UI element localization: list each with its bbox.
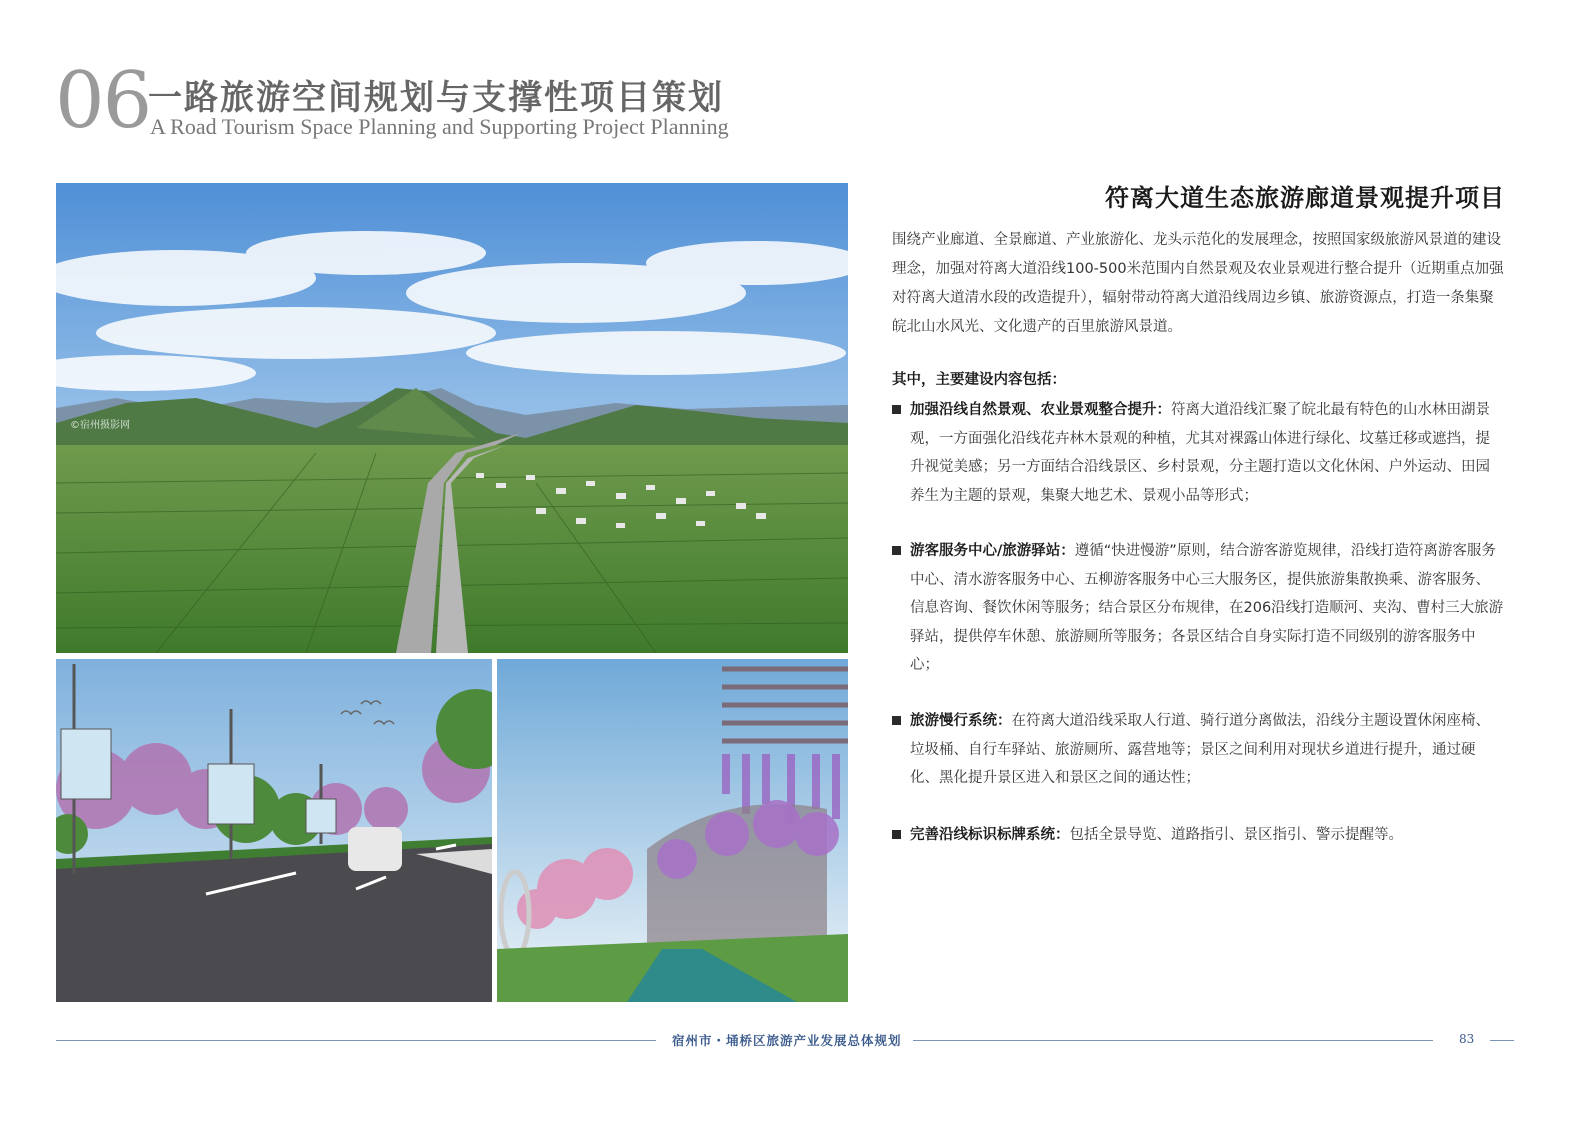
footer-divider — [1490, 1040, 1514, 1041]
list-item — [892, 396, 1504, 510]
page-title: 一路旅游空间规划与支撑性项目策划 — [148, 78, 724, 118]
aerial-landscape-photo — [56, 183, 848, 653]
list-item — [892, 821, 1504, 850]
project-title: 符离大道生态旅游廊道景观提升项目 — [1105, 183, 1505, 212]
content-lead: 其中，主要建设内容包括： — [892, 372, 1066, 388]
bullet-square-icon — [892, 546, 901, 555]
list-item-label: 旅游慢行系统： — [910, 713, 1012, 729]
page-number: 83 — [1459, 1032, 1475, 1046]
photo-watermark: ©宿州摄影网 — [70, 420, 130, 431]
list-item — [892, 707, 1504, 793]
bullet-square-icon — [892, 830, 901, 839]
greenway-path-rendering — [497, 659, 848, 1002]
chapter-number: 06 — [55, 56, 151, 146]
footer-document-title: 宿州市・埇桥区旅游产业发展总体规划 — [672, 1033, 902, 1048]
list-item-label: 游客服务中心/旅游驿站： — [910, 543, 1075, 559]
list-item-text: 遵循“快进慢游”原则，结合游客游览规律，沿线打造符离游客服务中心、清水游客服务中心、五柳游客服务中心三大服务区，提供旅游集散换乘、游客服务、信息咨询、餐饮休闲等服务；结合景区分布规律，在206沿线打造顺河、夹沟、曹村三大旅游驿站，提供停车休憩、旅游厕所等服务；各景区结合自身实际打造不同级别的游客服务中心； — [910, 543, 1504, 673]
list-item-text: 符离大道沿线汇聚了皖北最有特色的山水林田湖景观，一方面强化沿线花卉林木景观的种植，尤其对裸露山体进行绿化、坟墓迁移或遮挡，提升视觉美感；另一方面结合沿线景区、乡村景观，分主题打造以文化休闲、户外运动、田园养生为主题的景观，集聚大地艺术、景观小品等形式； — [910, 402, 1490, 504]
project-intro: 围绕产业廊道、全景廊道、产业旅游化、龙头示范化的发展理念，按照国家级旅游风景道的建设理念，加强对符离大道沿线100-500米范围内自然景观及农业景观进行整合提升（近期重点加强对符离大道清水段的改造提升），辐射带动符离大道沿线周边乡镇、旅游资源点，打造一条集聚皖北山水风光、文化遗产的百里旅游风景道。 — [892, 232, 1504, 335]
list-item-label: 加强沿线自然景观、农业景观整合提升： — [910, 402, 1171, 418]
bullet-square-icon — [892, 716, 901, 725]
footer-divider — [56, 1040, 656, 1041]
list-item-text: 在符离大道沿线采取人行道、骑行道分离做法，沿线分主题设置休闲座椅、垃圾桶、自行车驿站、旅游厕所、露营地等；景区之间利用对现状乡道进行提升，通过硬化、黑化提升景区进入和景区之间的通达性； — [910, 713, 1490, 786]
road-landscape-rendering — [56, 659, 492, 1002]
page-subtitle-en: A Road Tourism Space Planning and Supporting Project Planning — [150, 114, 729, 139]
list-item-text: 包括全景导览、道路指引、景区指引、警示提醒等。 — [1069, 827, 1403, 843]
list-item-label: 完善沿线标识标牌系统： — [910, 827, 1070, 843]
footer-divider — [913, 1040, 1433, 1041]
bullet-square-icon — [892, 405, 901, 414]
list-item — [892, 537, 1504, 680]
